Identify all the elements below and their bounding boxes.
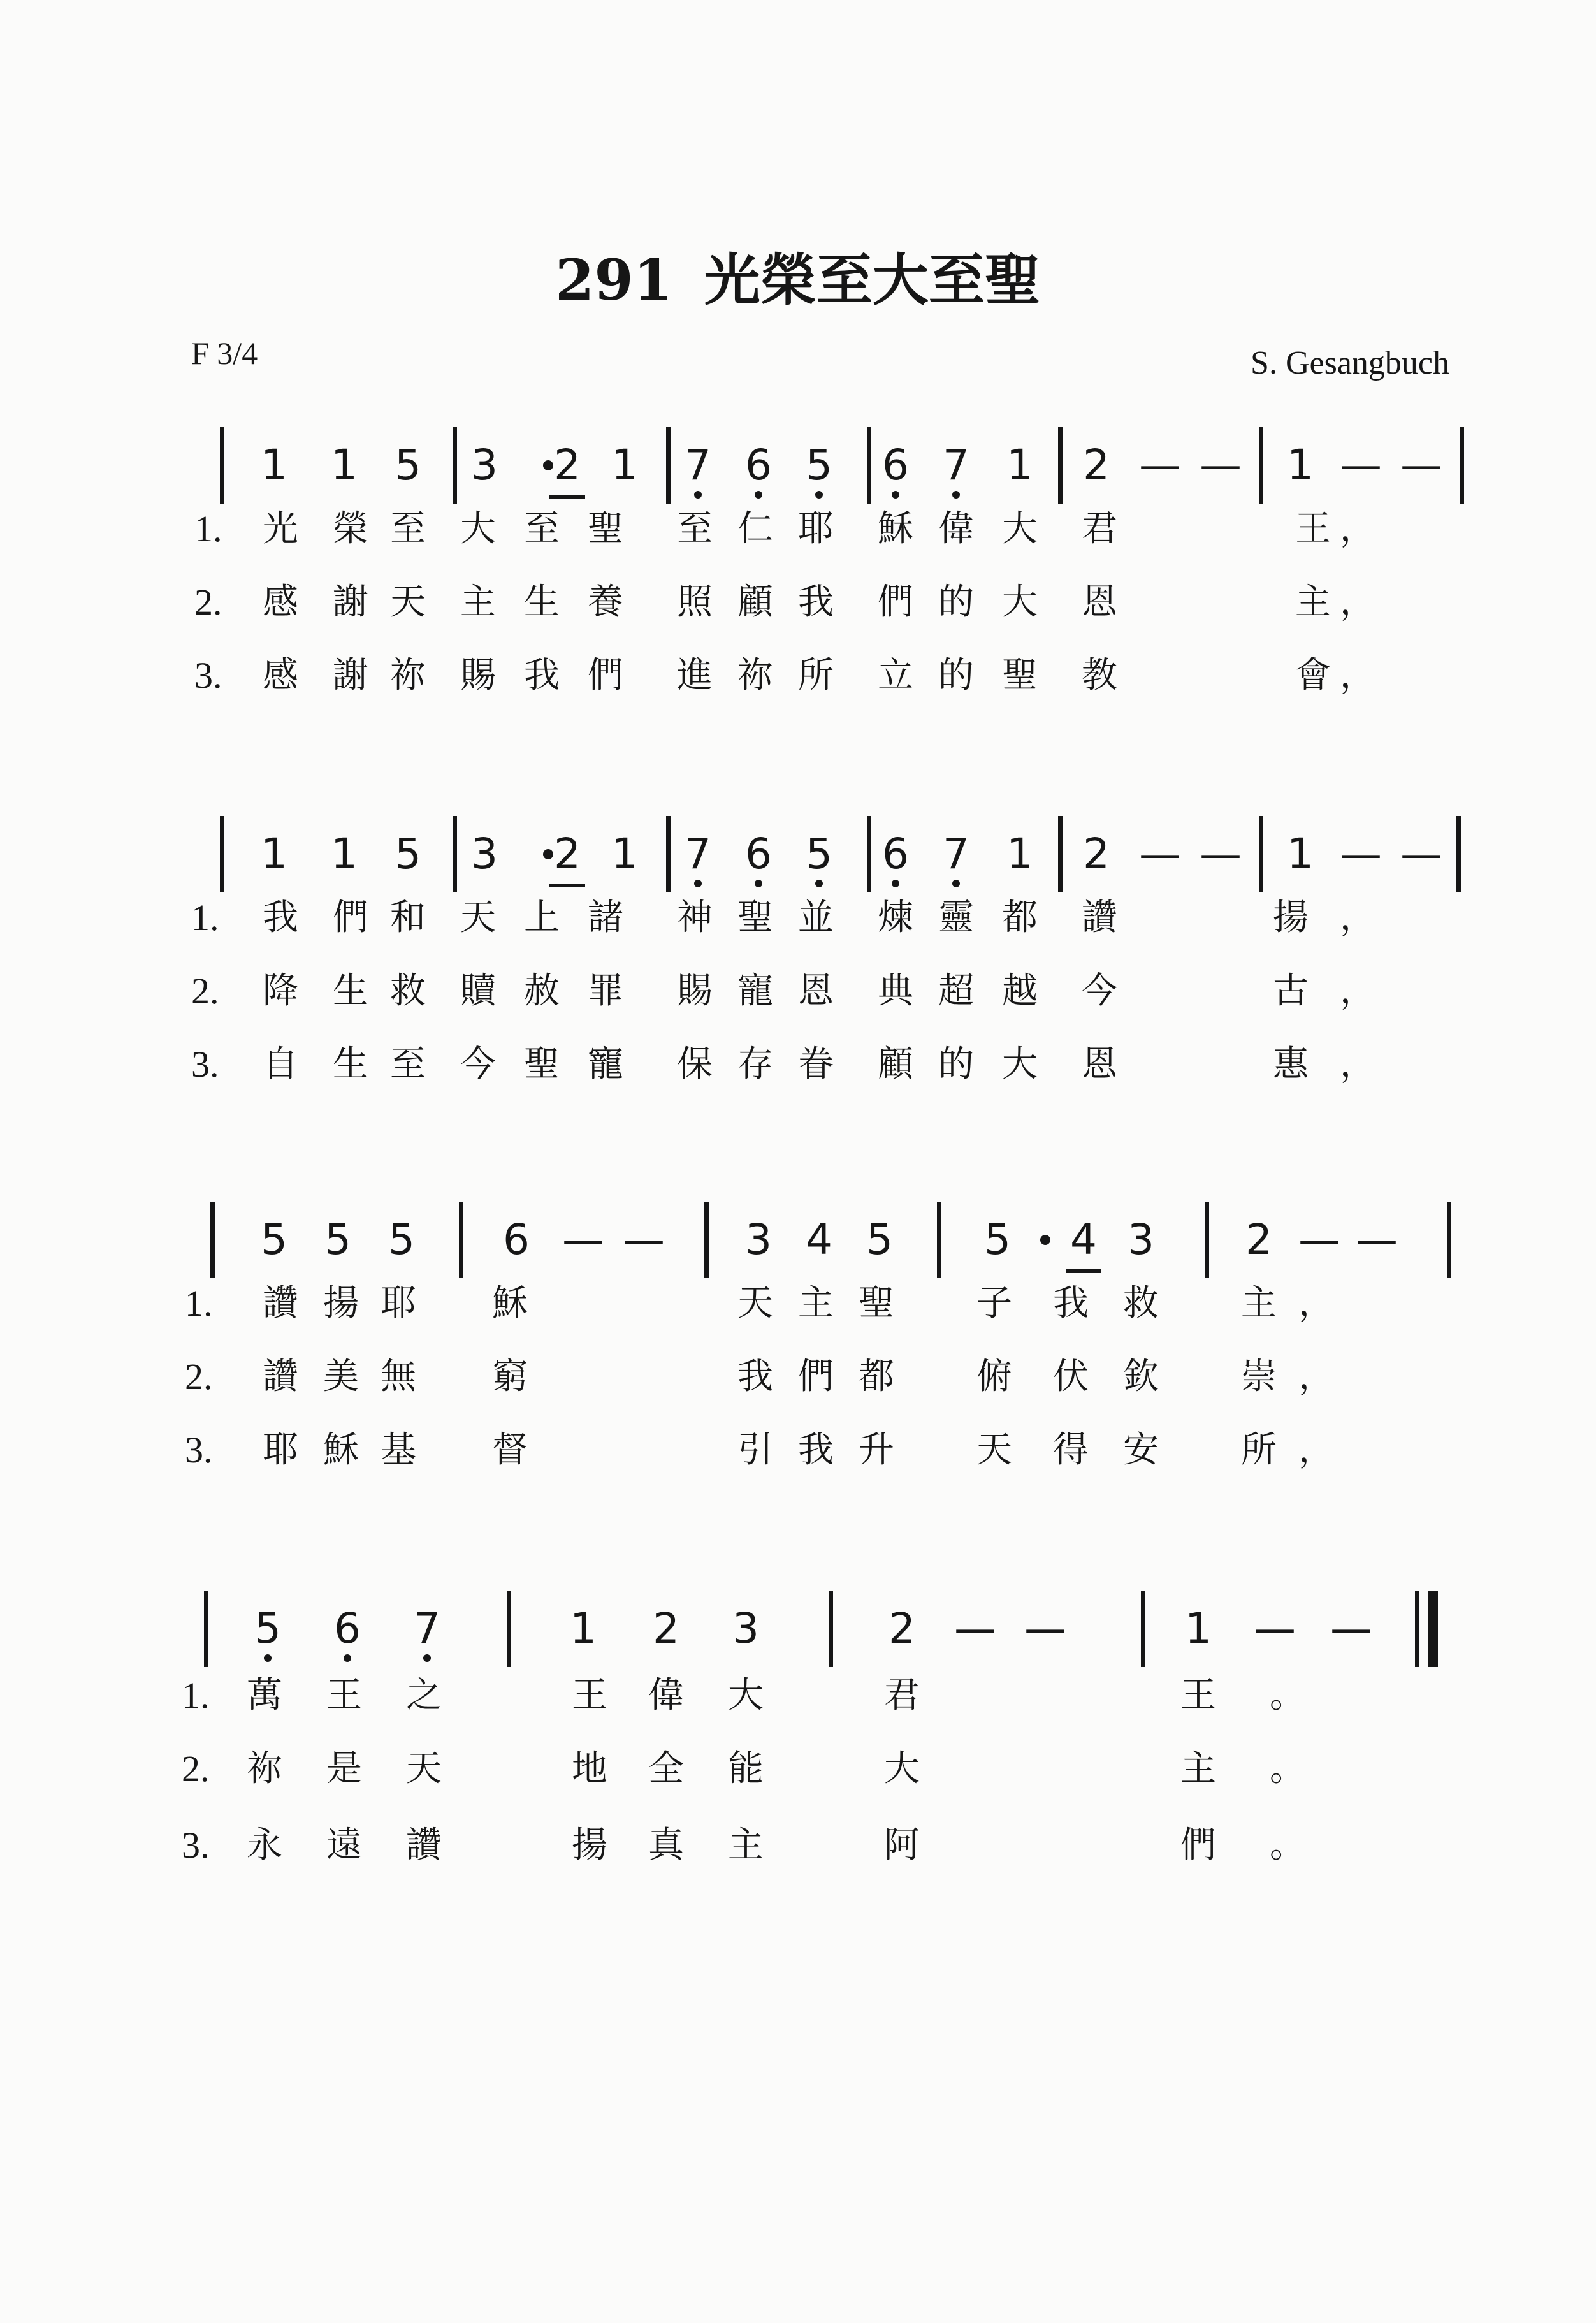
note-3: 3 — [471, 441, 498, 490]
sustain-dash: — — [1340, 441, 1382, 490]
lyric-syllable: 君 — [884, 1675, 920, 1716]
lyric-syllable: 聖 — [1002, 655, 1038, 696]
lyric-syllable: 祢 — [247, 1748, 282, 1789]
bar-line — [666, 427, 671, 504]
lyric-syllable: 榮 — [333, 508, 368, 550]
bar-line — [220, 427, 224, 504]
lyric-syllable: 贖 — [460, 970, 496, 1012]
lyric-syllable: 救 — [390, 970, 426, 1012]
lyric-syllable: 謝 — [333, 655, 368, 696]
lyric-syllable: 都 — [1002, 897, 1038, 938]
bar-line — [829, 1591, 833, 1667]
lyric-line-verse-3 — [0, 1425, 1466, 1476]
lyric-syllable: 越 — [1002, 970, 1038, 1012]
bar-line — [1456, 816, 1461, 892]
lyric-syllable: 大 — [460, 508, 496, 550]
lyric-syllable: 之 — [406, 1675, 442, 1716]
lyric-syllable: 我 — [798, 581, 834, 623]
lyric-punctuation: 。 — [1270, 1824, 1305, 1866]
composer: S. Gesangbuch — [1251, 345, 1449, 381]
note-4: 4 — [1058, 1214, 1109, 1265]
lyric-syllable: 偉 — [938, 508, 974, 550]
lyric-syllable: 神 — [677, 897, 713, 938]
lyric-syllable: 耶 — [381, 1283, 416, 1324]
sustain-dash: — — [954, 1604, 996, 1653]
lyric-syllable: 主 — [1180, 1748, 1216, 1789]
note-6: 6 — [733, 829, 784, 880]
note-1: 1 — [611, 441, 638, 490]
bar-line — [1259, 427, 1263, 504]
lyric-line-verse-1 — [0, 1278, 1466, 1329]
lyric-syllable: 上 — [524, 897, 560, 938]
verse-number: 3. — [185, 1429, 213, 1471]
lyric-syllable: 靈 — [938, 897, 974, 938]
lyric-syllable: 是 — [326, 1748, 362, 1789]
lyric-syllable: 萬 — [247, 1675, 282, 1716]
lyric-syllable: 美 — [323, 1356, 359, 1397]
final-bar-thin — [1415, 1591, 1419, 1667]
lyric-syllable: 生 — [333, 1044, 368, 1085]
sustain-dash: — — [623, 1215, 665, 1264]
lyric-syllable: 讚 — [263, 1356, 298, 1397]
note-1: 1 — [611, 829, 638, 878]
page-title — [0, 236, 1596, 316]
sustain-dash: — — [1330, 1604, 1372, 1653]
lyric-syllable: 主 — [460, 581, 496, 623]
lyric-syllable: 和 — [390, 897, 426, 938]
lyric-syllable: 生 — [333, 970, 368, 1012]
lyric-syllable: 崇 — [1241, 1356, 1277, 1397]
lyric-syllable: 謝 — [333, 581, 368, 623]
lyric-syllable: 降 — [263, 970, 298, 1012]
lyric-syllable: 都 — [859, 1356, 894, 1397]
lyric-syllable: 會 — [1295, 655, 1331, 696]
verse-number: 1. — [194, 508, 222, 550]
lyric-syllable: 永 — [247, 1824, 282, 1866]
lyric-line-verse-3 — [0, 650, 1466, 701]
lyric-syllable: 安 — [1123, 1429, 1159, 1471]
lyric-syllable: 大 — [884, 1748, 920, 1789]
note-1: 1 — [1006, 829, 1033, 878]
lyric-syllable: 主 — [798, 1283, 834, 1324]
lyric-syllable: 仁 — [737, 508, 773, 550]
lyric-syllable: 讚 — [1082, 897, 1117, 938]
lyric-syllable: 寵 — [588, 1044, 623, 1085]
lyric-syllable: 寵 — [737, 970, 773, 1012]
verse-number: 1. — [182, 1675, 210, 1716]
final-bar-thick — [1428, 1591, 1438, 1667]
lyric-syllable: 顧 — [737, 581, 773, 623]
lyric-syllable: 伏 — [1053, 1356, 1089, 1397]
verse-number: 3. — [182, 1824, 210, 1866]
lyric-syllable: 的 — [938, 1044, 974, 1085]
note-5: 5 — [324, 1215, 351, 1264]
eighth-underline — [1066, 1269, 1101, 1273]
sustain-dash: — — [1254, 1604, 1296, 1653]
lyric-syllable: 我 — [1053, 1283, 1089, 1324]
lyric-punctuation: ， — [1340, 581, 1375, 623]
lyric-syllable: 恩 — [798, 970, 834, 1012]
bar-line — [666, 816, 671, 892]
lower-octave-dot — [815, 880, 823, 887]
sustain-dash: — — [1139, 441, 1181, 490]
lyric-syllable: 我 — [737, 1356, 773, 1397]
lyric-syllable: 典 — [878, 970, 913, 1012]
note-2: 2 — [1245, 1215, 1272, 1264]
note-1: 1 — [261, 829, 287, 878]
lyric-syllable: 恩 — [1082, 581, 1117, 623]
verse-number: 2. — [182, 1748, 210, 1789]
bar-line — [937, 1202, 941, 1278]
lyric-syllable: 諸 — [588, 897, 623, 938]
note-3: 3 — [471, 829, 498, 878]
lyric-syllable: 赦 — [524, 970, 560, 1012]
lyric-line-verse-3 — [0, 1039, 1466, 1090]
note-1: 1 — [1287, 441, 1314, 490]
lyric-syllable: 基 — [381, 1429, 416, 1471]
lyric-syllable: 賜 — [460, 655, 496, 696]
bar-line — [1058, 427, 1063, 504]
lyric-syllable: 存 — [737, 1044, 773, 1085]
lower-octave-dot — [694, 880, 702, 887]
lyric-syllable: 子 — [976, 1283, 1012, 1324]
lyric-syllable: 所 — [1241, 1429, 1277, 1471]
hymn-number: 291 — [555, 247, 672, 313]
note-7: 7 — [931, 829, 982, 880]
lyric-syllable: 們 — [333, 897, 368, 938]
lyric-syllable: 耶 — [263, 1429, 298, 1471]
bar-line — [1205, 1202, 1209, 1278]
bar-line — [704, 1202, 709, 1278]
lyric-syllable: 大 — [1002, 508, 1038, 550]
lyric-syllable: 罪 — [588, 970, 623, 1012]
lyric-syllable: 遠 — [326, 1824, 362, 1866]
lyric-syllable: 自 — [263, 1044, 298, 1085]
lyric-syllable: 煉 — [878, 897, 913, 938]
sustain-dash: — — [1356, 1215, 1398, 1264]
lyric-punctuation: ， — [1340, 1044, 1375, 1085]
note-5: 5 — [794, 440, 845, 491]
verse-number: 2. — [185, 1356, 213, 1397]
lyric-syllable: 揚 — [323, 1283, 359, 1324]
lyric-syllable: 天 — [976, 1429, 1012, 1471]
lyric-syllable: 惠 — [1273, 1044, 1309, 1085]
lyric-syllable: 照 — [677, 581, 713, 623]
lyric-syllable: 王 — [1295, 508, 1331, 550]
bar-line — [1058, 816, 1063, 892]
lyric-syllable: 進 — [677, 655, 713, 696]
lyric-syllable: 教 — [1082, 655, 1117, 696]
lyric-punctuation: ， — [1340, 655, 1375, 696]
sustain-dash: — — [1400, 829, 1442, 878]
lyric-syllable: 祢 — [390, 655, 426, 696]
lyric-syllable: 們 — [1180, 1824, 1216, 1866]
lyric-syllable: 耶 — [798, 508, 834, 550]
lower-octave-dot — [344, 1654, 351, 1662]
lyric-syllable: 真 — [648, 1824, 684, 1866]
lyric-syllable: 能 — [728, 1748, 764, 1789]
lyric-syllable: 光 — [263, 508, 298, 550]
lyric-line-verse-1 — [0, 1670, 1466, 1721]
lower-octave-dot — [423, 1654, 431, 1662]
note-3: 3 — [732, 1604, 759, 1653]
lyric-punctuation: ， — [1298, 1356, 1334, 1397]
lower-octave-dot — [952, 880, 960, 887]
bar-line — [507, 1591, 511, 1667]
note-1: 1 — [261, 441, 287, 490]
lyric-syllable: 王 — [1180, 1675, 1216, 1716]
lyric-syllable: 感 — [263, 581, 298, 623]
lyric-syllable: 主 — [1241, 1283, 1277, 1324]
note-7: 7 — [931, 440, 982, 491]
dotted-rhythm-dot — [1040, 1235, 1050, 1245]
note-2: 2 — [542, 829, 593, 880]
lyric-line-verse-2 — [0, 1351, 1466, 1402]
lyric-syllable: 養 — [588, 581, 623, 623]
lyric-syllable: 至 — [390, 508, 426, 550]
note-2: 2 — [542, 440, 593, 491]
lyric-syllable: 古 — [1273, 970, 1309, 1012]
note-1: 1 — [1006, 441, 1033, 490]
lyric-line-verse-2 — [0, 966, 1466, 1017]
lyric-syllable: 聖 — [588, 508, 623, 550]
lyric-syllable: 主 — [728, 1824, 764, 1866]
note-1: 1 — [331, 441, 358, 490]
lyric-syllable: 天 — [390, 581, 426, 623]
lyric-syllable: 窮 — [492, 1356, 528, 1397]
lyric-syllable: 揚 — [572, 1824, 607, 1866]
note-6: 6 — [870, 829, 921, 880]
note-5: 5 — [984, 1215, 1011, 1264]
lower-octave-dot — [755, 491, 762, 499]
lyric-syllable: 升 — [859, 1429, 894, 1471]
lyric-line-verse-1 — [0, 892, 1466, 943]
lyric-syllable: 阿 — [884, 1824, 920, 1866]
note-5: 5 — [388, 1215, 415, 1264]
lyric-syllable: 得 — [1053, 1429, 1089, 1471]
lyric-syllable: 大 — [728, 1675, 764, 1716]
bar-line — [1141, 1591, 1145, 1667]
note-6: 6 — [733, 440, 784, 491]
lyric-syllable: 讚 — [263, 1283, 298, 1324]
lyric-punctuation: ， — [1340, 970, 1375, 1012]
lyric-syllable: 超 — [938, 970, 974, 1012]
lyric-syllable: 大 — [1002, 1044, 1038, 1085]
lyric-syllable: 救 — [1123, 1283, 1159, 1324]
note-3: 3 — [1128, 1215, 1154, 1264]
lyric-syllable: 聖 — [859, 1283, 894, 1324]
sustain-dash: — — [1139, 829, 1181, 878]
lyric-syllable: 穌 — [878, 508, 913, 550]
note-1: 1 — [570, 1604, 597, 1653]
verse-number: 1. — [185, 1283, 213, 1324]
sustain-dash: — — [1340, 829, 1382, 878]
lyric-syllable: 至 — [524, 508, 560, 550]
lyric-syllable: 的 — [938, 581, 974, 623]
lyric-syllable: 至 — [390, 1044, 426, 1085]
sustain-dash: — — [562, 1215, 604, 1264]
lyric-syllable: 揚 — [1273, 897, 1309, 938]
verse-number: 2. — [194, 581, 222, 623]
lyric-syllable: 偉 — [648, 1675, 684, 1716]
lyric-syllable: 感 — [263, 655, 298, 696]
lower-octave-dot — [694, 491, 702, 499]
lyric-punctuation: ， — [1298, 1283, 1334, 1324]
lyric-syllable: 天 — [737, 1283, 773, 1324]
note-5: 5 — [395, 829, 421, 878]
note-7: 7 — [672, 829, 723, 880]
lyric-syllable: 今 — [1082, 970, 1117, 1012]
lyric-syllable: 天 — [406, 1748, 442, 1789]
note-7: 7 — [402, 1603, 453, 1654]
lyric-syllable: 無 — [381, 1356, 416, 1397]
note-2: 2 — [653, 1604, 679, 1653]
note-5: 5 — [395, 441, 421, 490]
lyric-syllable: 讚 — [406, 1824, 442, 1866]
lyric-syllable: 們 — [798, 1356, 834, 1397]
bar-line — [453, 816, 457, 892]
lyric-syllable: 我 — [798, 1429, 834, 1471]
note-6: 6 — [870, 440, 921, 491]
lyric-syllable: 穌 — [492, 1283, 528, 1324]
note-6: 6 — [322, 1603, 373, 1654]
lyric-syllable: 全 — [648, 1748, 684, 1789]
bar-line — [204, 1591, 208, 1667]
lyric-syllable: 君 — [1082, 508, 1117, 550]
lyric-line-verse-2 — [0, 577, 1466, 628]
verse-number: 2. — [191, 970, 219, 1012]
lyric-syllable: 生 — [524, 581, 560, 623]
note-2: 2 — [1083, 829, 1110, 878]
verse-number: 3. — [194, 655, 222, 696]
lyric-syllable: 的 — [938, 655, 974, 696]
verse-number: 3. — [191, 1044, 219, 1085]
sustain-dash: — — [1400, 441, 1442, 490]
lyric-syllable: 所 — [798, 655, 834, 696]
lyric-syllable: 王 — [326, 1675, 362, 1716]
note-5: 5 — [794, 829, 845, 880]
note-1: 1 — [1185, 1604, 1212, 1653]
note-5: 5 — [261, 1215, 287, 1264]
note-1: 1 — [1287, 829, 1314, 878]
note-4: 4 — [806, 1215, 832, 1264]
lyric-syllable: 至 — [677, 508, 713, 550]
bar-line — [453, 427, 457, 504]
lyric-syllable: 王 — [572, 1675, 607, 1716]
sustain-dash: — — [1200, 441, 1242, 490]
note-7: 7 — [672, 440, 723, 491]
note-2: 2 — [889, 1604, 915, 1653]
lyric-syllable: 們 — [588, 655, 623, 696]
note-1: 1 — [331, 829, 358, 878]
lyric-line-verse-1 — [0, 504, 1466, 555]
lower-octave-dot — [264, 1654, 272, 1662]
lyric-syllable: 顧 — [878, 1044, 913, 1085]
lyric-syllable: 今 — [460, 1044, 496, 1085]
lyric-punctuation: 。 — [1270, 1675, 1305, 1716]
lyric-syllable: 聖 — [524, 1044, 560, 1085]
lyric-syllable: 賜 — [677, 970, 713, 1012]
lower-octave-dot — [892, 880, 899, 887]
bar-line — [220, 816, 224, 892]
lyric-line-verse-3 — [0, 1820, 1466, 1871]
lower-octave-dot — [952, 491, 960, 499]
lyric-punctuation: 。 — [1270, 1748, 1305, 1789]
lower-octave-dot — [815, 491, 823, 499]
lyric-syllable: 督 — [492, 1429, 528, 1471]
lyric-punctuation: ， — [1298, 1429, 1334, 1471]
bar-line — [1259, 816, 1263, 892]
bar-line — [1460, 427, 1464, 504]
eighth-underline — [549, 495, 585, 499]
lyric-syllable: 們 — [878, 581, 913, 623]
lyric-punctuation: ， — [1340, 508, 1375, 550]
lyric-punctuation: ， — [1340, 897, 1375, 938]
lyric-syllable: 引 — [737, 1429, 773, 1471]
note-5: 5 — [242, 1603, 293, 1654]
lyric-syllable: 穌 — [323, 1429, 359, 1471]
lyric-syllable: 我 — [263, 897, 298, 938]
verse-number: 1. — [191, 897, 219, 938]
lyric-syllable: 眷 — [798, 1044, 834, 1085]
lyric-syllable: 地 — [572, 1748, 607, 1789]
lower-octave-dot — [892, 491, 899, 499]
hymn-title: 光榮至大至聖 — [704, 247, 1041, 313]
lyric-syllable: 並 — [798, 897, 834, 938]
lyric-syllable: 立 — [878, 655, 913, 696]
lyric-syllable: 欽 — [1123, 1356, 1159, 1397]
lyric-syllable: 祢 — [737, 655, 773, 696]
eighth-underline — [549, 884, 585, 887]
lyric-syllable: 我 — [524, 655, 560, 696]
key-signature: F 3/4 — [191, 335, 258, 371]
lower-octave-dot — [755, 880, 762, 887]
bar-line — [459, 1202, 463, 1278]
bar-line — [210, 1202, 215, 1278]
lyric-syllable: 天 — [460, 897, 496, 938]
sustain-dash: — — [1200, 829, 1242, 878]
lyric-syllable: 聖 — [737, 897, 773, 938]
note-2: 2 — [1083, 441, 1110, 490]
note-3: 3 — [745, 1215, 772, 1264]
lyric-syllable: 大 — [1002, 581, 1038, 623]
lyric-syllable: 俯 — [976, 1356, 1012, 1397]
lyric-syllable: 恩 — [1082, 1044, 1117, 1085]
sustain-dash: — — [1298, 1215, 1340, 1264]
lyric-line-verse-2 — [0, 1744, 1466, 1795]
bar-line — [1447, 1202, 1451, 1278]
note-5: 5 — [866, 1215, 893, 1264]
note-6: 6 — [503, 1215, 530, 1264]
lyric-syllable: 保 — [677, 1044, 713, 1085]
sustain-dash: — — [1024, 1604, 1066, 1653]
lyric-syllable: 主 — [1295, 581, 1331, 623]
